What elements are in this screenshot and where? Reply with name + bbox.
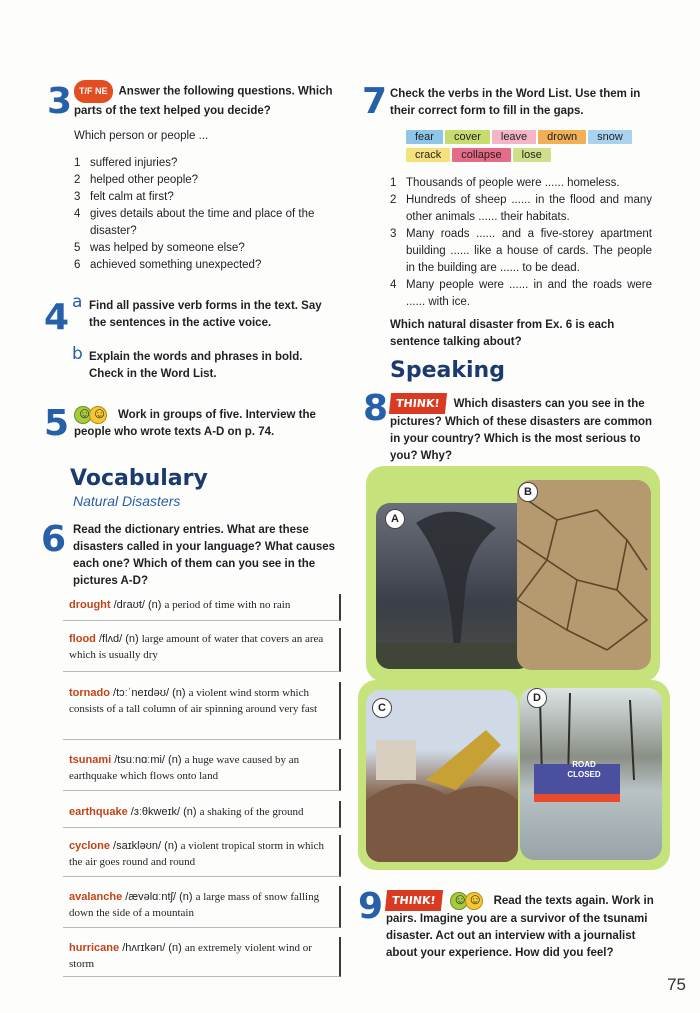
road-closed-sign: ROAD CLOSED — [567, 760, 601, 779]
vocabulary-heading: Vocabulary — [70, 466, 208, 491]
photo-label-c: C — [372, 698, 392, 718]
exercise-4a-letter: a — [72, 292, 83, 312]
exercise-3-list — [74, 155, 344, 274]
drought-photo — [517, 480, 651, 670]
exercise-3-intro: Answer the following questions. Which parts of the text helped you decide? — [74, 85, 333, 117]
chip-drown: drown — [538, 130, 586, 144]
exercise-4b-text: Explain the words and phrases in bold. Check in the Word List. — [89, 351, 303, 380]
list-item: 3 Many roads ...... and a five-storey apartment building ...... like a house of cards. The people in the building are ...... to be dead. — [390, 228, 652, 274]
chip-fear: fear — [406, 130, 443, 144]
list-item: 4 Many people were ...... in and the roads were ...... with ice. — [390, 279, 652, 308]
chip-snow: snow — [588, 130, 632, 144]
exercise-4-number: 4 — [44, 297, 70, 338]
list-item: 3 felt calm at first? — [74, 191, 174, 203]
dictionary-entry-earthquake: earthquake /ɜːθkweɪk/ (n) a shaking of the ground — [63, 801, 341, 828]
earthquake-photo — [366, 690, 518, 862]
exercise-4b-letter: b — [72, 344, 83, 364]
dictionary-entry-flood: flood /flʌd/ (n) large amount of water that covers an area which is usually dry — [63, 628, 341, 672]
list-item: 5 was helped by someone else? — [74, 242, 245, 254]
pair-work-icon — [74, 406, 110, 424]
dictionary-entry-hurricane: hurricane /hʌrɪkən/ (n) an extremely violent wind or storm — [63, 937, 341, 977]
exercise-5-text: ☺ ☺ Work in groups of five. Interview the people who wrote texts A-D on p. 74. — [74, 406, 344, 441]
photo-label-a: A — [385, 509, 405, 529]
true-false-badge: T/F NE — [74, 80, 113, 103]
exercise-8-text: THINK! Which disasters can you see in the pictures? Which of these disasters are common in your country? Which is the most serious to you? Why? — [390, 393, 655, 465]
exercise-7-number: 7 — [362, 81, 388, 122]
exercise-7-question: Which natural disaster from Ex. 6 is each sentence talking about? — [390, 319, 615, 348]
chip-lose: lose — [513, 148, 551, 162]
exercise-6-number: 6 — [41, 519, 67, 560]
think-badge: THINK! — [385, 890, 443, 911]
list-item: 1 Thousands of people were ...... homeless. — [390, 177, 620, 189]
list-item: 4 gives details about the time and place of the disaster? — [74, 208, 315, 237]
word-list-row-2 — [406, 148, 551, 162]
dictionary-entry-tsunami: tsunami /tsuːnɑːmi/ (n) a huge wave caused by an earthquake which flows onto land — [63, 749, 341, 791]
dictionary-entry-tornado: tornado /tɔːˈneɪdəʊ/ (n) a violent wind storm which consists of a tall column of air spinning around very fast — [63, 682, 341, 740]
photo-label-d: D — [527, 688, 547, 708]
exercise-9-number: 9 — [358, 886, 384, 927]
exercise-3-number: 3 — [47, 81, 73, 122]
dictionary-entry-drought: drought /draʊt/ (n) a period of time with no rain — [63, 594, 341, 621]
dictionary-entry-avalanche: avalanche /ævəlɑːntʃ/ (n) a large mass of snow falling down the side of a mountain — [63, 886, 341, 928]
exercise-4a-text: Find all passive verb forms in the text. Say the sentences in the active voice. — [89, 300, 322, 329]
think-badge: THINK! — [389, 393, 447, 414]
list-item: 6 achieved something unexpected? — [74, 259, 262, 271]
dictionary-entry-cyclone: cyclone /saɪkləʊn/ (n) a violent tropical storm in which the air goes round and round — [63, 835, 341, 877]
exercise-9-text: THINK! ☺ ☺ Read the texts again. Work in pairs. Imagine you are a survivor of the tsunami disaster. Act out an interview with a journalist about your experience. How did you feel? — [386, 890, 656, 962]
exercise-8-number: 8 — [363, 388, 389, 429]
photo-label-b: B — [518, 482, 538, 502]
word-list-row-1 — [406, 130, 632, 144]
exercise-6-text: Read the dictionary entries. What are these disasters called in your language? What causes each one? Which of them can you see in the pictures A-D? — [73, 524, 336, 587]
page-number: 75 — [667, 975, 686, 994]
vocabulary-subheading: Natural Disasters — [73, 493, 181, 509]
exercise-5-number: 5 — [44, 403, 70, 444]
exercise-7-list — [390, 175, 652, 311]
flood-photo — [520, 688, 662, 860]
chip-crack: crack — [406, 148, 450, 162]
exercise-3-lead: Which person or people ... — [74, 130, 209, 142]
exercise-3-instruction — [74, 80, 344, 120]
list-item: 1 suffered injuries? — [74, 157, 178, 169]
pair-work-icon — [450, 892, 486, 910]
list-item: 2 helped other people? — [74, 174, 199, 186]
speaking-heading: Speaking — [390, 358, 505, 383]
chip-cover: cover — [445, 130, 490, 144]
chip-leave: leave — [492, 130, 536, 144]
exercise-7-intro: Check the verbs in the Word List. Use them in their correct form to fill in the gaps. — [390, 88, 641, 117]
list-item: 2 Hundreds of sheep ...... in the flood and many other animals ...... their habitats. — [390, 194, 652, 223]
chip-collapse: collapse — [452, 148, 510, 162]
